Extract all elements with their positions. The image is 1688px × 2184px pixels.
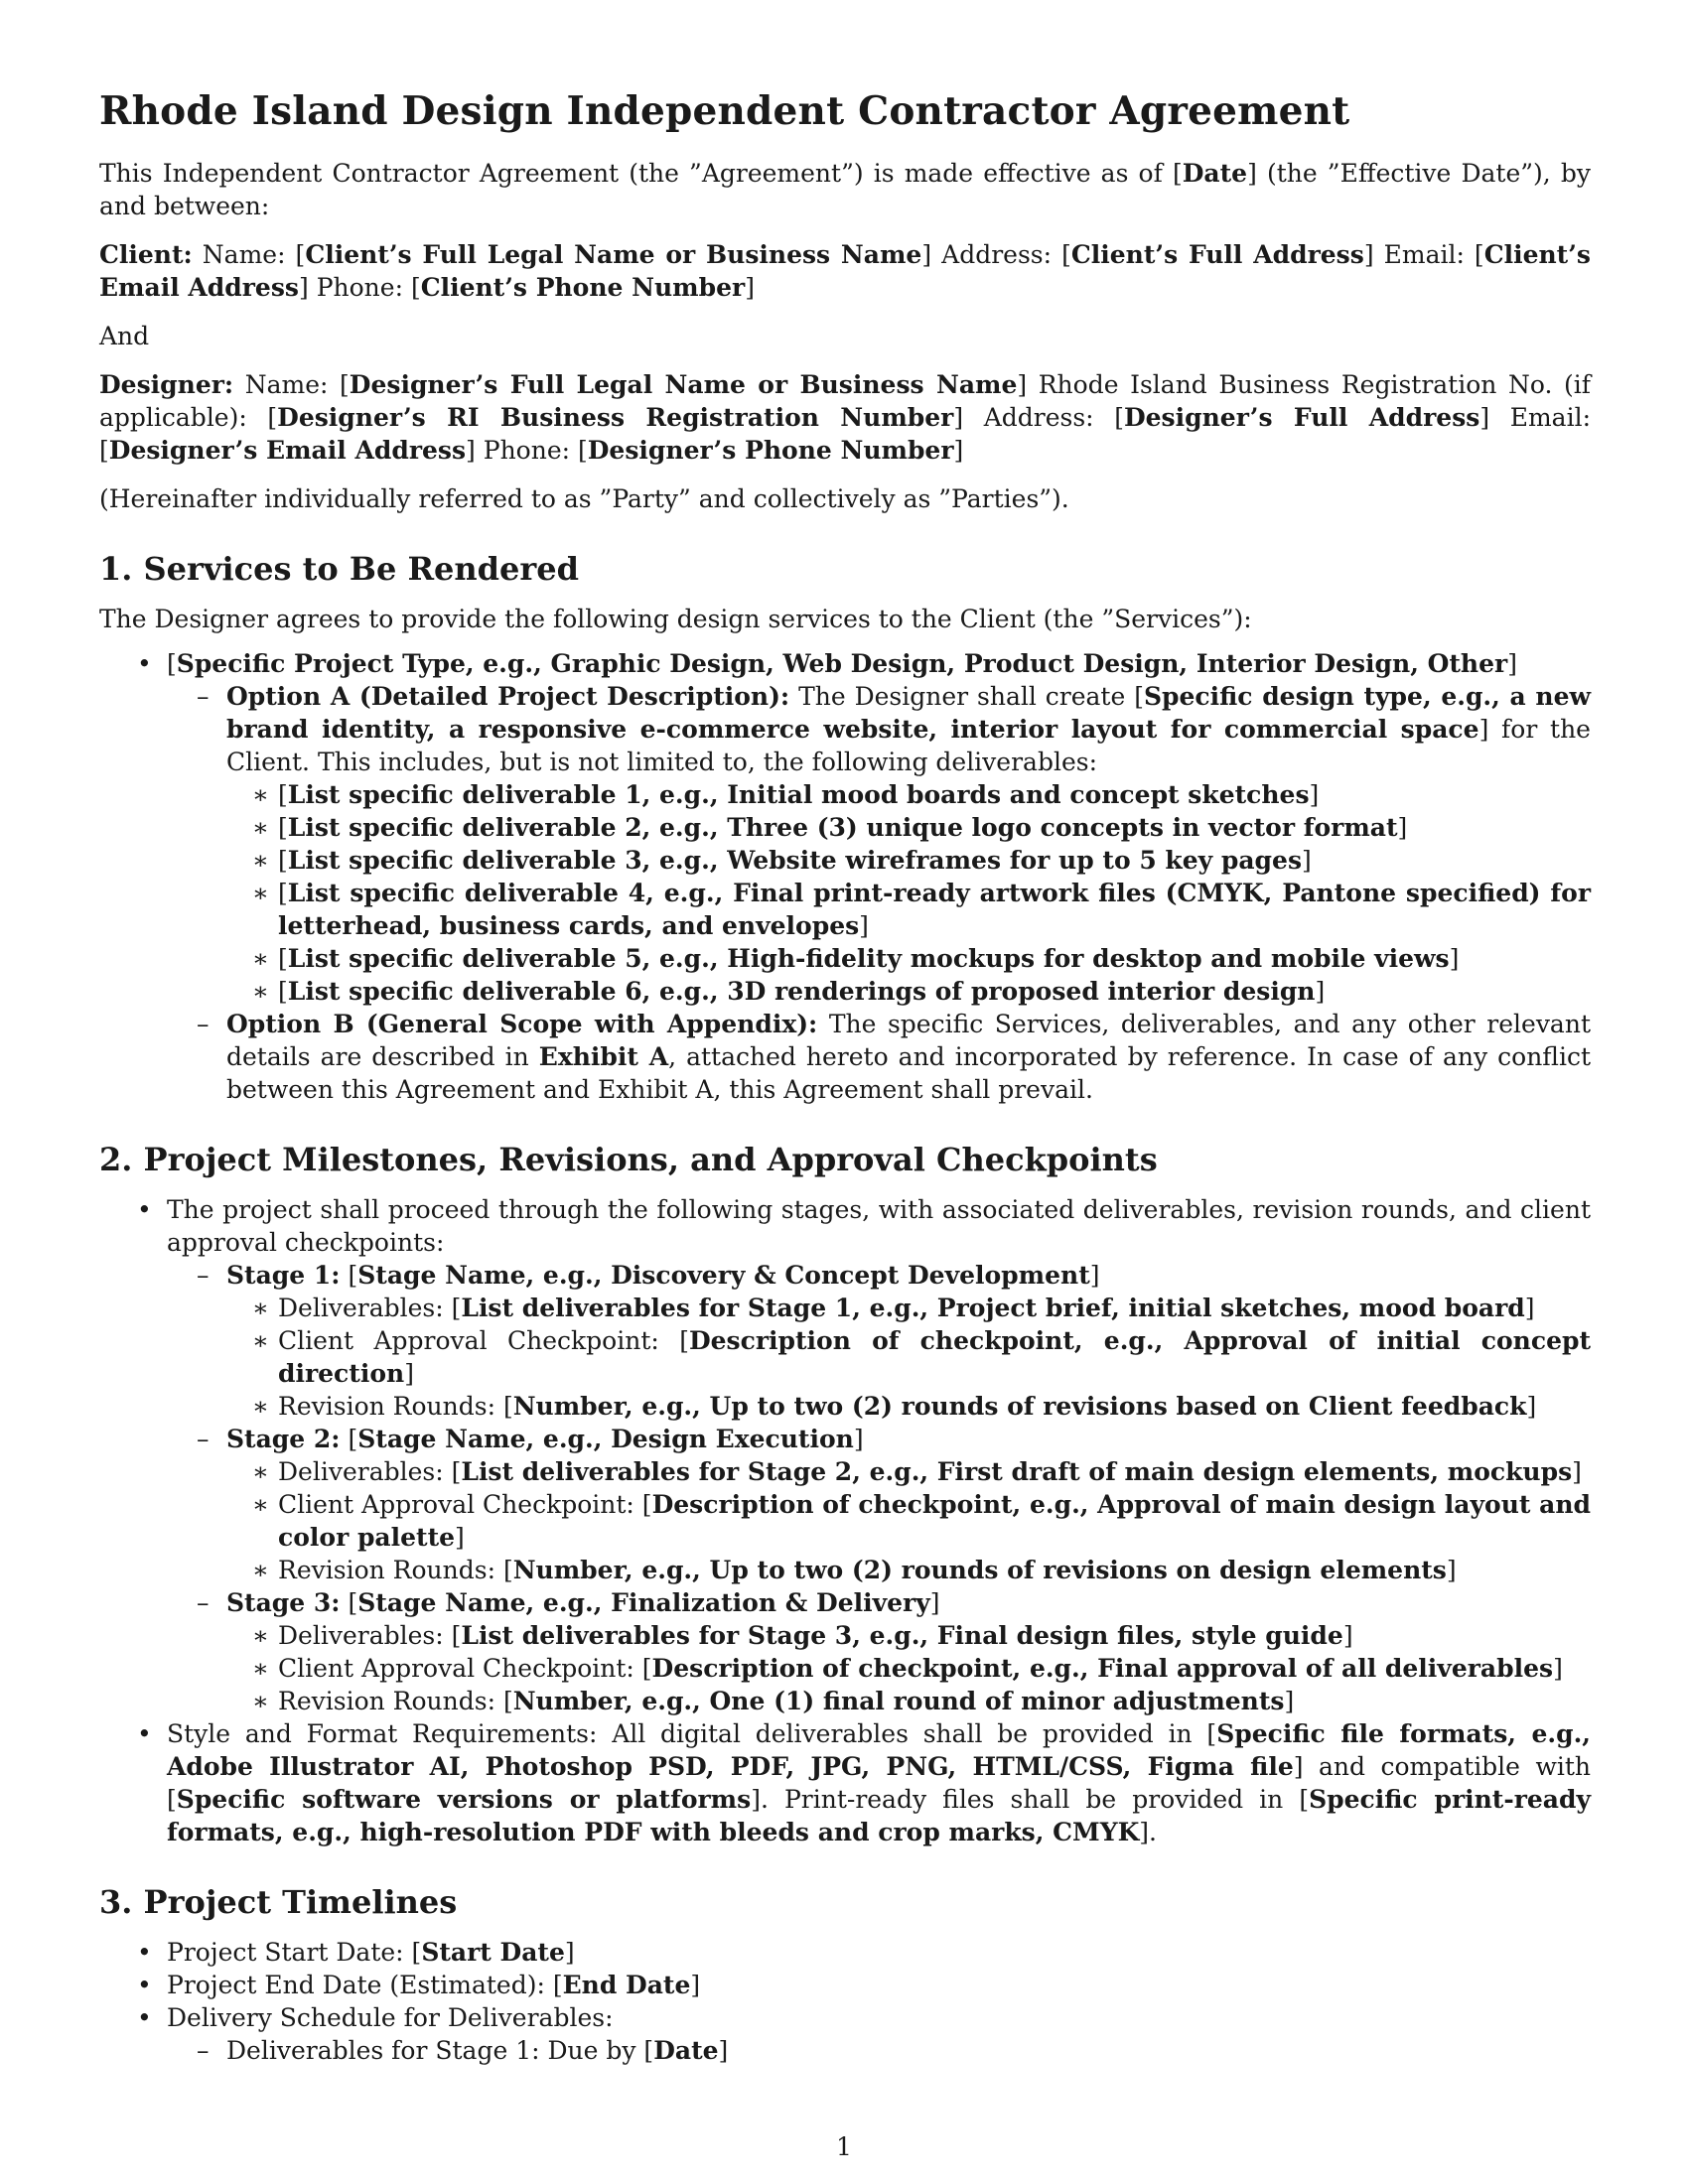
designer-label: Designer:	[99, 370, 234, 399]
section-3-heading: 3. Project Timelines	[99, 1883, 458, 1921]
stage-item: – Stage 2: [Stage Name, e.g., Design Execution] ∗ Deliverables: [List deliverables for Stage 2, e.g., First draft of main design elements, mockups] ∗ Client Approval Checkpoint: [Description of checkpoint, e.g., Approval of main design layout and color palette] ∗ Revision Rounds: [Number, e.g., Up to two (2) rounds of revisions on design elements]	[197, 1425, 1591, 1584]
client-address: Client’s Full Address	[1070, 240, 1364, 269]
list-item: • Project Start Date: [Start Date]	[137, 1938, 575, 1967]
list-item: ∗ Deliverables: [List deliverables for Stage 1, e.g., Project brief, initial sketches, mood board]	[252, 1294, 1535, 1322]
and-text: And	[99, 322, 150, 350]
file-formats: Specific file formats, e.g., Adobe Illustrator AI, Photoshop PSD, PDF, JPG, PNG, HTML/CSS, Figma file	[167, 1719, 1592, 1781]
designer-block: Designer: Name: [Designer’s Full Legal Name or Business Name] Rhode Island Business Registration No. (if applicable): [Designer’s RI Business Registration Number] Address: [Designer’s Full Address] Email: [Designer’s Email Address] Phone: [Designer’s Phone Number]	[99, 370, 1591, 465]
stages-list	[167, 1259, 1591, 1717]
client-phone: Client’s Phone Number	[420, 273, 746, 302]
list-item: • Project End Date (Estimated): [End Date]	[137, 1971, 701, 1999]
list-item: ∗ [List specific deliverable 2, e.g., Three (3) unique logo concepts in vector format]	[252, 813, 1408, 842]
list-item: ∗ Revision Rounds: [Number, e.g., Up to two (2) rounds of revisions on design elements]	[252, 1556, 1457, 1584]
timelines-list	[99, 1936, 1591, 2067]
document-title: Rhode Island Design Independent Contractor Agreement	[99, 88, 1350, 134]
milestones-intro: The project shall proceed through the following stages, with associated deliverables, revision rounds, and client approval checkpoints:	[167, 1195, 1591, 1257]
bullet-marker: •	[137, 649, 152, 678]
dash-marker: –	[197, 682, 210, 711]
designer-phone: Designer’s Phone Number	[587, 436, 954, 465]
intro-paragraph: This Independent Contractor Agreement (the ”Agreement”) is made effective as of [Date] (the ”Effective Date”), by and between:	[99, 159, 1591, 220]
list-item: – Deliverables for Stage 1: Due by [Date]	[197, 2036, 729, 2065]
list-item: ∗ [List specific deliverable 3, e.g., Website wireframes for up to 5 key pages]	[252, 846, 1312, 875]
list-item: ∗ Client Approval Checkpoint: [Description of checkpoint, e.g., Final approval of all deliverables]	[252, 1654, 1563, 1683]
design-type: Specific design type, e.g., a new brand identity, a responsive e-commerce website, interior layout for commercial space	[226, 682, 1591, 744]
dash-marker: –	[197, 1010, 210, 1038]
page-number: 1	[836, 2132, 852, 2161]
list-item: ∗ [List specific deliverable 1, e.g., Initial mood boards and concept sketches]	[252, 780, 1320, 809]
list-item: • The project shall proceed through the following stages, with associated deliverables, revision rounds, and client approval checkpoints: – Stage 1: [Stage Name, e.g., Discovery & Concept Development] ∗ Deliverables: [List deliverables for Stage 1, e.g., Project brief, initial sketches, mood board] ∗ Client Approval Checkpoint: [Description of checkpoint, e.g., Approval of initial concept direction] ∗ Revision Rounds: [Number, e.g., Up to two (2) rounds of revisions based on Client feedback] – Stage 2: [Stage Name, e.g., Design Execution] ∗ Deliverables: [List deliverables for Stage 2, e.g., First draft of main design elements, mockups] ∗ Client Approval Checkpoint: [Description of checkpoint, e.g., Approval of main design layout and color palette] ∗ Revision Rounds: [Number, e.g., Up to two (2) rounds of revisions on design elements] – Stage 3: [Stage Name, e.g., Finalization & Delivery] ∗ Deliverables: [List deliverables for Stage 3, e.g., Final design files, style guide] ∗ Client Approval Checkpoint: [Description of checkpoint, e.g., Final approval of all deliverables] ∗ Revision Rounds: [Number, e.g., One (1) final round of minor adjustments]	[137, 1195, 1591, 1715]
print-formats: Specific print-ready formats, e.g., high-resolution PDF with bleeds and crop marks, CMYK	[167, 1785, 1591, 1846]
list-item: – Option B (General Scope with Appendix): The specific Services, deliverables, and any other relevant details are described in Exhibit A, attached hereto and incorporated by reference. In case of any conflict between this Agreement and Exhibit A, this Agreement shall prevail.	[197, 1010, 1592, 1104]
client-name: Client’s Full Legal Name or Business Name	[305, 240, 922, 269]
designer-address: Designer’s Full Address	[1123, 403, 1480, 432]
list-item: ∗ [List specific deliverable 5, e.g., High-fidelity mockups for desktop and mobile views]	[252, 944, 1460, 973]
stage-item: – Stage 1: [Stage Name, e.g., Discovery & Concept Development] ∗ Deliverables: [List deliverables for Stage 1, e.g., Project brief, initial sketches, mood board] ∗ Client Approval Checkpoint: [Description of checkpoint, e.g., Approval of initial concept direction] ∗ Revision Rounds: [Number, e.g., Up to two (2) rounds of revisions based on Client feedback]	[197, 1261, 1591, 1421]
list-item: ∗ Client Approval Checkpoint: [Description of checkpoint, e.g., Approval of main design layout and color palette]	[252, 1490, 1591, 1552]
list-item: ∗ Revision Rounds: [Number, e.g., Up to two (2) rounds of revisions based on Client feedback]	[252, 1392, 1537, 1421]
client-email: Client’s Email Address	[99, 240, 1591, 302]
list-item: • Style and Format Requirements: All digital deliverables shall be provided in [Specific file formats, e.g., Adobe Illustrator AI, Photoshop PSD, PDF, JPG, PNG, HTML/CSS, Figma file] and compatible with [Specific software versions or platforms]. Print-ready files shall be provided in [Specific print-ready formats, e.g., high-resolution PDF with bleeds and crop marks, CMYK].	[137, 1719, 1592, 1846]
list-item: – Option A (Detailed Project Description): The Designer shall create [Specific design type, e.g., a new brand identity, a responsive e-commerce website, interior layout for commercial space] for the Client. This includes, but is not limited to, the following deliverables: ∗ [List specific deliverable 1, e.g., Initial mood boards and concept sketches] ∗ [List specific deliverable 2, e.g., Three (3) unique logo concepts in vector format] ∗ [List specific deliverable 3, e.g., Website wireframes for up to 5 key pages] ∗ [List specific deliverable 4, e.g., Final print-ready artwork files (CMYK, Pantone specified) for letterhead, business cards, and envelopes] ∗ [List specific deliverable 5, e.g., High-fidelity mockups for desktop and mobile views] ∗ [List specific deliverable 6, e.g., 3D renderings of proposed interior design]	[197, 682, 1591, 1006]
project-type: Specific Project Type, e.g., Graphic Design, Web Design, Product Design, Interior Design, Other	[176, 649, 1508, 678]
option-b-label: Option B (General Scope with Appendix):	[226, 1010, 818, 1038]
effective-date-placeholder: Date	[1182, 159, 1248, 188]
stage-item: – Stage 3: [Stage Name, e.g., Finalization & Delivery] ∗ Deliverables: [List deliverables for Stage 3, e.g., Final design files, style guide] ∗ Client Approval Checkpoint: [Description of checkpoint, e.g., Final approval of all deliverables] ∗ Revision Rounds: [Number, e.g., One (1) final round of minor adjustments]	[167, 1586, 1591, 1717]
list-item: ∗ Revision Rounds: [Number, e.g., One (1) final round of minor adjustments]	[252, 1687, 1295, 1715]
stage-1-due-date: Date	[653, 2036, 719, 2065]
list-item: ∗ Deliverables: [List deliverables for Stage 2, e.g., First draft of main design elements, mockups]	[252, 1457, 1582, 1486]
option-a-label: Option A (Detailed Project Description):	[226, 682, 790, 711]
list-item: • [Specific Project Type, e.g., Graphic Design, Web Design, Product Design, Interior Design, Other] – Option A (Detailed Project Description): The Designer shall create [Specific design type, e.g., a new brand identity, a responsive e-commerce website, interior layout for commercial space] for the Client. This includes, but is not limited to, the following deliverables: ∗ [List specific deliverable 1, e.g., Initial mood boards and concept sketches] ∗ [List specific deliverable 2, e.g., Three (3) unique logo concepts in vector format] ∗ [List specific deliverable 3, e.g., Website wireframes for up to 5 key pages] ∗ [List specific deliverable 4, e.g., Final print-ready artwork files (CMYK, Pantone specified) for letterhead, business cards, and envelopes] ∗ [List specific deliverable 5, e.g., High-fidelity mockups for desktop and mobile views] ∗ [List specific deliverable 6, e.g., 3D renderings of proposed interior design] – Option B (General Scope with Appendix): The specific Services, deliverables, and any other relevant details are described in Exhibit A, attached hereto and incorporated by reference. In case of any conflict between this Agreement and Exhibit A, this Agreement shall prevail.	[137, 649, 1592, 1104]
section-1-heading: 1. Services to Be Rendered	[99, 550, 579, 588]
list-item: ∗ [List specific deliverable 6, e.g., 3D renderings of proposed interior design]	[252, 977, 1326, 1006]
exhibit-reference: Exhibit A	[538, 1042, 669, 1071]
list-item: ∗ Client Approval Checkpoint: [Description of checkpoint, e.g., Approval of initial concept direction]	[252, 1326, 1591, 1388]
options-list	[167, 680, 1591, 1106]
deliverables-list	[226, 778, 1591, 1008]
list-item: ∗ Deliverables: [List deliverables for Stage 3, e.g., Final design files, style guide]	[252, 1621, 1353, 1650]
hereinafter-text: (Hereinafter individually referred to as ”Party” and collectively as ”Parties”).	[99, 484, 1069, 513]
document-page	[99, 87, 1591, 2067]
section-1-intro: The Designer agrees to provide the following design services to the Client (the ”Services”):	[99, 605, 1252, 633]
list-item: ∗ [List specific deliverable 4, e.g., Final print-ready artwork files (CMYK, Pantone specified) for letterhead, business cards, and envelopes]	[252, 879, 1591, 940]
end-date: End Date	[562, 1971, 691, 1999]
designer-email: Designer’s Email Address	[108, 436, 467, 465]
section-2-heading: 2. Project Milestones, Revisions, and Approval Checkpoints	[99, 1141, 1158, 1178]
services-list	[99, 647, 1591, 1106]
start-date: Start Date	[421, 1938, 565, 1967]
list-item: • Delivery Schedule for Deliverables: – Deliverables for Stage 1: Due by [Date]	[99, 2001, 1591, 2067]
designer-registration: Designer’s RI Business Registration Number	[277, 403, 954, 432]
client-label: Client:	[99, 240, 193, 269]
software-versions: Specific software versions or platforms	[176, 1785, 752, 1814]
client-block: Client: Name: [Client’s Full Legal Name or Business Name] Address: [Client’s Full Address] Email: [Client’s Email Address] Phone: [Client’s Phone Number]	[99, 240, 1591, 302]
designer-name: Designer’s Full Legal Name or Business Name	[349, 370, 1018, 399]
milestones-list	[99, 1193, 1591, 1848]
